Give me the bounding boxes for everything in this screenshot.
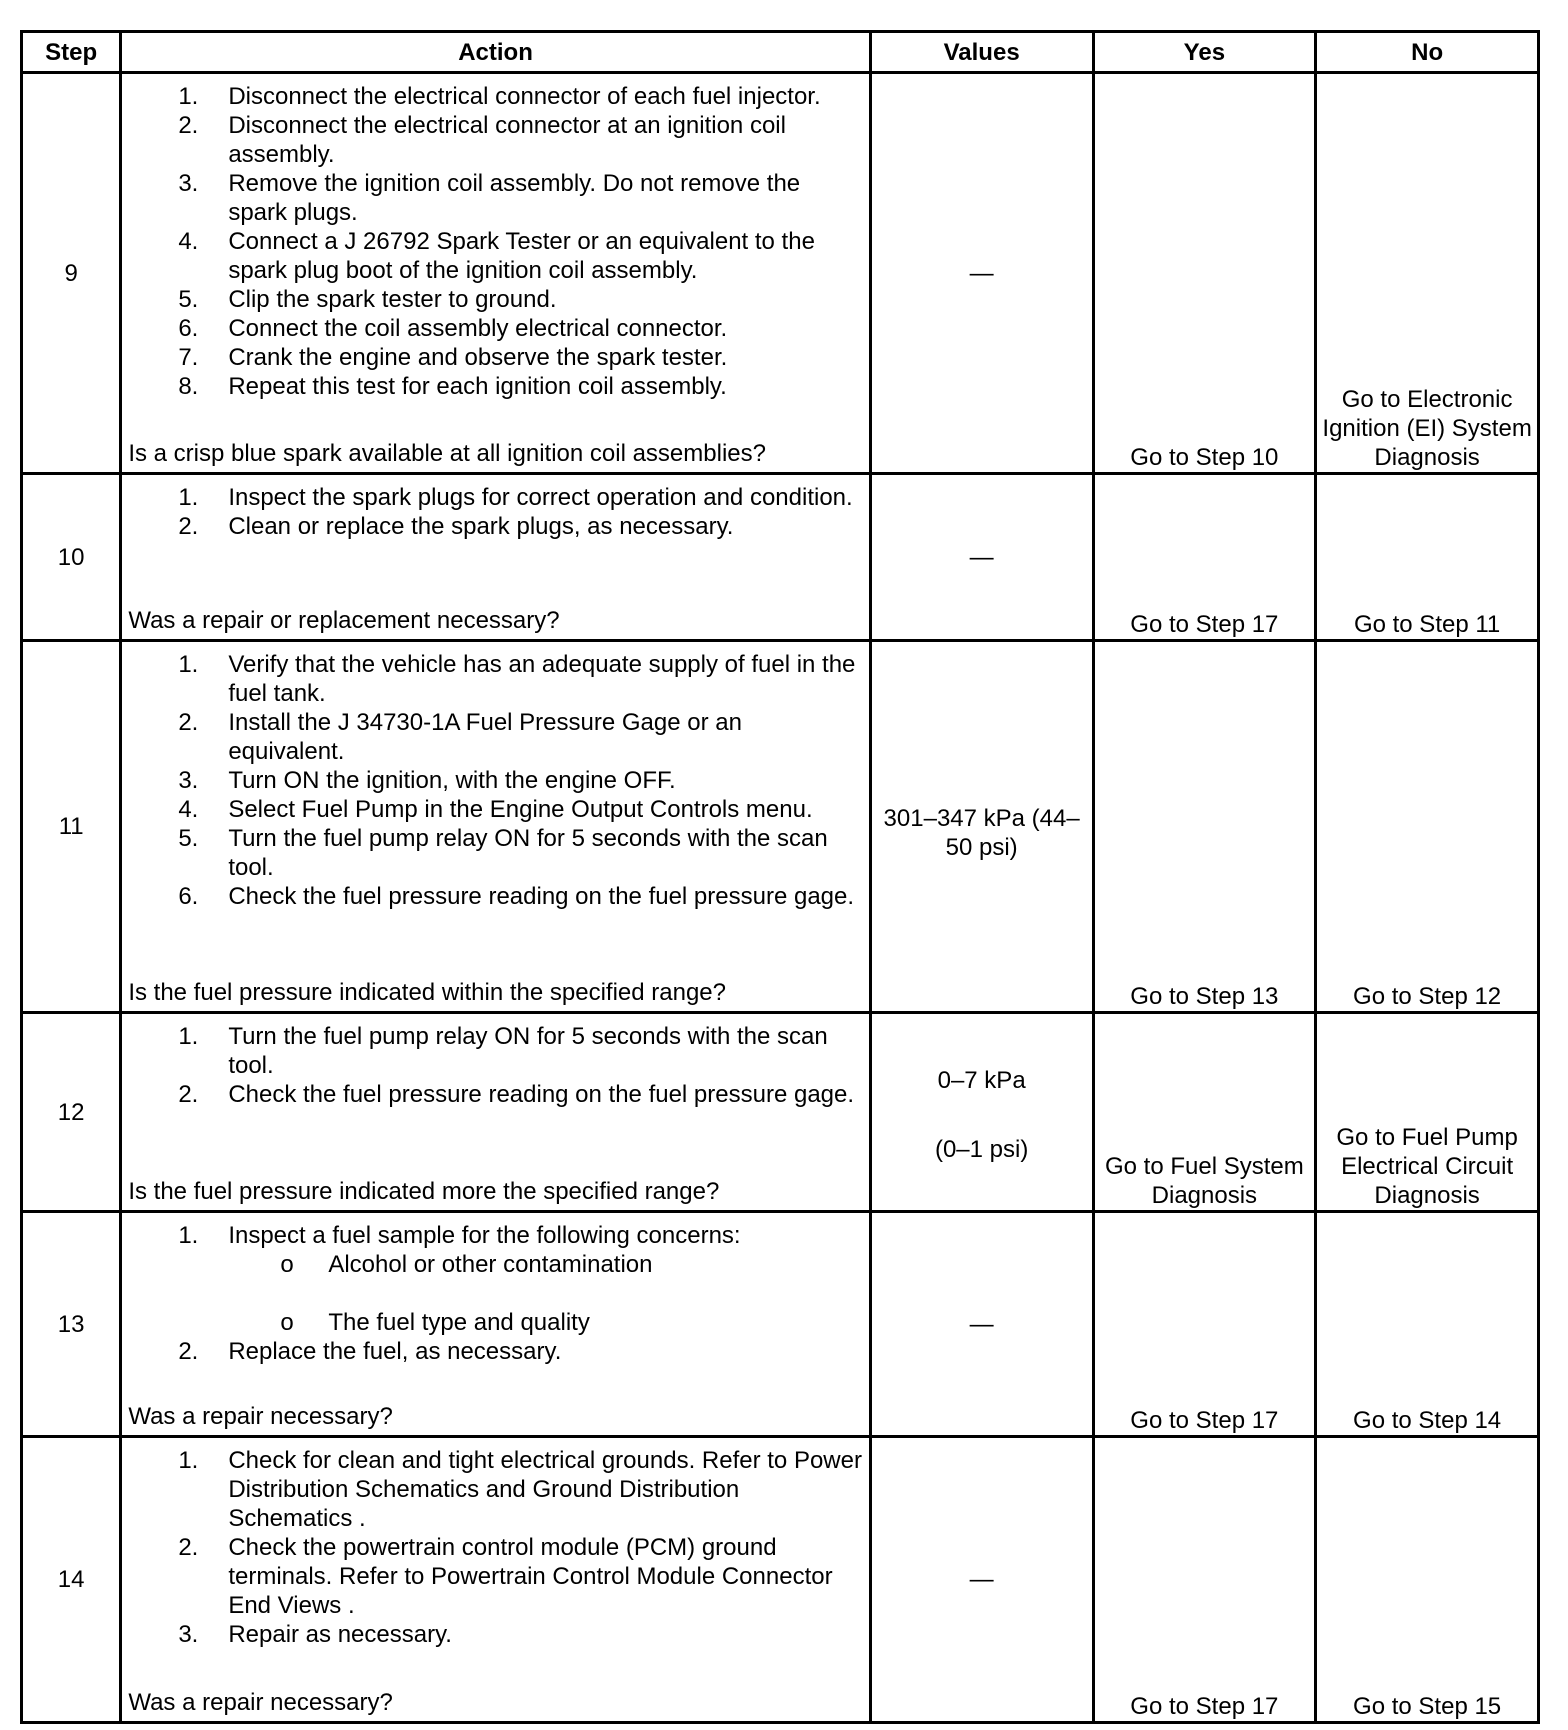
action-item-text: Connect a J 26792 Spark Tester or an equivalent to the spark plug boot of the ignition coil assembly. bbox=[228, 228, 815, 284]
step-number: 10 bbox=[22, 474, 121, 641]
diagnostic-question: Is the fuel pressure indicated more the specified range? bbox=[128, 1178, 720, 1205]
no-cell bbox=[1316, 1212, 1539, 1437]
value-text: 0–7 kPa bbox=[937, 1067, 1026, 1094]
no-cell bbox=[1316, 73, 1539, 474]
no-cell bbox=[1316, 641, 1539, 1013]
action-item-number: 5. bbox=[178, 825, 199, 852]
yes-next-step-link[interactable]: Go to Step 10 bbox=[1130, 444, 1279, 471]
action-content bbox=[122, 1014, 868, 1210]
action-item-number: 4. bbox=[178, 228, 199, 255]
action-item bbox=[122, 285, 862, 314]
yes-cell bbox=[1093, 73, 1316, 474]
action-item-text: Clean or replace the spark plugs, as necessary. bbox=[228, 513, 734, 540]
action-content bbox=[122, 74, 868, 472]
action-item-text: Replace the fuel, as necessary. bbox=[228, 1338, 562, 1365]
action-item-number: 2. bbox=[178, 1338, 199, 1365]
action-item-text: Inspect a fuel sample for the following concerns: bbox=[228, 1222, 741, 1249]
table-row bbox=[22, 73, 1539, 474]
action-item-text: Check the fuel pressure reading on the fuel pressure gage. bbox=[228, 883, 855, 910]
values-cell bbox=[870, 474, 1093, 641]
values-cell bbox=[870, 641, 1093, 1013]
action-cell bbox=[121, 1437, 870, 1723]
diagnostic-question: Is the fuel pressure indicated within the specified range? bbox=[128, 979, 727, 1006]
no-next-step-link[interactable]: Go to Fuel Pump Electrical Circuit Diagnosis bbox=[1336, 1124, 1518, 1209]
diagnostic-question: Was a repair necessary? bbox=[128, 1403, 393, 1430]
action-item bbox=[122, 708, 862, 766]
yes-next-step-link[interactable]: Go to Step 17 bbox=[1130, 1407, 1279, 1434]
action-item-text: Repeat this test for each ignition coil assembly. bbox=[228, 373, 727, 400]
action-content bbox=[122, 475, 868, 639]
values-cell bbox=[870, 1013, 1093, 1212]
no-cell bbox=[1316, 1437, 1539, 1723]
sub-item-bullet: o bbox=[280, 1251, 294, 1278]
action-item bbox=[122, 1446, 862, 1533]
yes-next-step-link[interactable]: Go to Step 13 bbox=[1130, 983, 1279, 1010]
action-item-text: Disconnect the electrical connector of each fuel injector. bbox=[228, 83, 821, 110]
diagnostic-question: Was a repair necessary? bbox=[128, 1689, 393, 1716]
action-item-number: 2. bbox=[178, 709, 199, 736]
action-item-text: Crank the engine and observe the spark tester. bbox=[228, 344, 728, 371]
action-item bbox=[122, 1221, 862, 1337]
sub-item bbox=[228, 1250, 862, 1279]
action-item-text: Disconnect the electrical connector at an ignition coil assembly. bbox=[228, 112, 786, 168]
action-item-number: 1. bbox=[178, 1447, 199, 1474]
action-item-number: 2. bbox=[178, 112, 199, 139]
header-step: Step bbox=[22, 32, 121, 73]
action-item bbox=[122, 766, 862, 795]
yes-cell bbox=[1093, 641, 1316, 1013]
action-item-number: 1. bbox=[178, 484, 199, 511]
table-body bbox=[22, 73, 1539, 1723]
action-item-text: Select Fuel Pump in the Engine Output Controls menu. bbox=[228, 796, 813, 823]
action-item-text: Turn ON the ignition, with the engine OFF. bbox=[228, 767, 676, 794]
action-item-text: Install the J 34730-1A Fuel Pressure Gage or an equivalent. bbox=[228, 709, 742, 765]
action-item bbox=[122, 227, 862, 285]
values-cell bbox=[870, 1437, 1093, 1723]
action-content bbox=[122, 1213, 868, 1435]
yes-cell bbox=[1093, 474, 1316, 641]
action-item-text: Connect the coil assembly electrical connector. bbox=[228, 315, 728, 342]
action-item-number: 6. bbox=[178, 315, 199, 342]
action-item-text: Check the fuel pressure reading on the fuel pressure gage. bbox=[228, 1081, 855, 1108]
yes-cell bbox=[1093, 1013, 1316, 1212]
action-list bbox=[122, 475, 868, 541]
no-next-step-link[interactable]: Go to Step 15 bbox=[1353, 1693, 1502, 1720]
action-item-number: 8. bbox=[178, 373, 199, 400]
no-next-step-link[interactable]: Go to Step 11 bbox=[1353, 611, 1501, 638]
action-item bbox=[122, 111, 862, 169]
sub-item-text: The fuel type and quality bbox=[328, 1309, 590, 1336]
table-row bbox=[22, 474, 1539, 641]
action-item-number: 6. bbox=[178, 883, 199, 910]
step-number: 14 bbox=[22, 1437, 121, 1723]
action-item-number: 2. bbox=[178, 513, 199, 540]
action-item-number: 3. bbox=[178, 1621, 199, 1648]
no-next-step-link[interactable]: Go to Electronic Ignition (EI) System Diagnosis bbox=[1322, 386, 1532, 471]
diagnostic-table bbox=[20, 30, 1540, 1724]
action-item bbox=[122, 1080, 862, 1109]
values-spacer bbox=[872, 1095, 1092, 1135]
table-row bbox=[22, 1212, 1539, 1437]
action-cell bbox=[121, 474, 870, 641]
sub-item-text: Alcohol or other contamination bbox=[328, 1251, 653, 1278]
sub-item-bullet: o bbox=[280, 1309, 294, 1336]
action-content bbox=[122, 1438, 868, 1721]
value-text: 301–347 kPa (44–50 psi) bbox=[883, 805, 1080, 861]
action-item-text: Verify that the vehicle has an adequate supply of fuel in the fuel tank. bbox=[228, 651, 856, 707]
yes-next-step-link[interactable]: Go to Step 17 bbox=[1130, 611, 1279, 638]
action-cell bbox=[121, 1013, 870, 1212]
action-item bbox=[122, 1022, 862, 1080]
action-list bbox=[122, 1014, 868, 1109]
value-text: — bbox=[969, 1566, 994, 1593]
action-item-number: 4. bbox=[178, 796, 199, 823]
action-item-number: 2. bbox=[178, 1081, 199, 1108]
yes-cell bbox=[1093, 1437, 1316, 1723]
action-cell bbox=[121, 641, 870, 1013]
action-cell bbox=[121, 1212, 870, 1437]
step-number: 13 bbox=[22, 1212, 121, 1437]
value-text: — bbox=[969, 1310, 994, 1338]
header-values: Values bbox=[870, 32, 1093, 73]
action-item bbox=[122, 82, 862, 111]
action-item-text: Check the powertrain control module (PCM) ground terminals. Refer to Powertrain Control Module Connector End Views . bbox=[228, 1534, 833, 1619]
yes-next-step-link[interactable]: Go to Step 17 bbox=[1130, 1693, 1279, 1720]
action-list bbox=[122, 1438, 868, 1649]
yes-next-step-link[interactable]: Go to Fuel System Diagnosis bbox=[1104, 1153, 1304, 1209]
value-text: (0–1 psi) bbox=[934, 1136, 1029, 1163]
table-row bbox=[22, 1013, 1539, 1212]
diagnostic-question: Was a repair or replacement necessary? bbox=[128, 607, 560, 634]
action-cell bbox=[121, 73, 870, 474]
header-yes: Yes bbox=[1093, 32, 1316, 73]
step-number: 12 bbox=[22, 1013, 121, 1212]
action-item bbox=[122, 372, 862, 401]
action-item bbox=[122, 169, 862, 227]
step-number: 11 bbox=[22, 641, 121, 1013]
action-item-text: Repair as necessary. bbox=[228, 1621, 452, 1648]
action-item-text: Inspect the spark plugs for correct operation and condition. bbox=[228, 484, 853, 511]
action-item bbox=[122, 512, 862, 541]
no-next-step-link[interactable]: Go to Step 14 bbox=[1353, 1407, 1502, 1434]
values-cell bbox=[870, 1212, 1093, 1437]
action-item-number: 3. bbox=[178, 767, 199, 794]
action-item bbox=[122, 1337, 862, 1366]
action-item-number: 5. bbox=[178, 286, 199, 313]
action-item bbox=[122, 824, 862, 882]
action-item bbox=[122, 1533, 862, 1620]
action-item-number: 1. bbox=[178, 1023, 199, 1050]
action-item bbox=[122, 314, 862, 343]
action-item-number: 2. bbox=[178, 1534, 199, 1561]
diagnostic-question: Is a crisp blue spark available at all ignition coil assemblies? bbox=[128, 440, 766, 467]
action-item bbox=[122, 343, 862, 372]
header-row bbox=[22, 32, 1539, 73]
header-no: No bbox=[1316, 32, 1539, 73]
action-item-text: Remove the ignition coil assembly. Do not remove the spark plugs. bbox=[228, 170, 801, 226]
action-item-text: Turn the fuel pump relay ON for 5 seconds with the scan tool. bbox=[228, 1023, 828, 1079]
action-list bbox=[122, 642, 868, 911]
step-number: 9 bbox=[22, 73, 121, 474]
action-item-number: 1. bbox=[178, 651, 199, 678]
table-row bbox=[22, 1437, 1539, 1723]
value-text: — bbox=[969, 259, 994, 287]
sub-item bbox=[228, 1308, 862, 1337]
action-item-text: Clip the spark tester to ground. bbox=[228, 286, 557, 313]
action-content bbox=[122, 642, 868, 1011]
action-list bbox=[122, 74, 868, 401]
no-next-step-link[interactable]: Go to Step 12 bbox=[1353, 983, 1502, 1010]
action-item bbox=[122, 882, 862, 911]
sub-list bbox=[228, 1250, 862, 1337]
action-item-number: 3. bbox=[178, 170, 199, 197]
table-row bbox=[22, 641, 1539, 1013]
action-list bbox=[122, 1213, 868, 1366]
no-cell bbox=[1316, 1013, 1539, 1212]
no-cell bbox=[1316, 474, 1539, 641]
header-action: Action bbox=[121, 32, 870, 73]
action-item bbox=[122, 795, 862, 824]
action-item-number: 1. bbox=[178, 1222, 199, 1249]
value-text: — bbox=[969, 543, 994, 571]
action-item-number: 7. bbox=[178, 344, 199, 371]
values-cell bbox=[870, 73, 1093, 474]
action-item-text: Turn the fuel pump relay ON for 5 seconds with the scan tool. bbox=[228, 825, 828, 881]
action-item-text: Check for clean and tight electrical grounds. Refer to Power Distribution Schematics and Ground Distribution Schematics . bbox=[228, 1447, 862, 1532]
action-item bbox=[122, 483, 862, 512]
action-item bbox=[122, 1620, 862, 1649]
action-item bbox=[122, 650, 862, 708]
action-item-number: 1. bbox=[178, 83, 199, 110]
yes-cell bbox=[1093, 1212, 1316, 1437]
